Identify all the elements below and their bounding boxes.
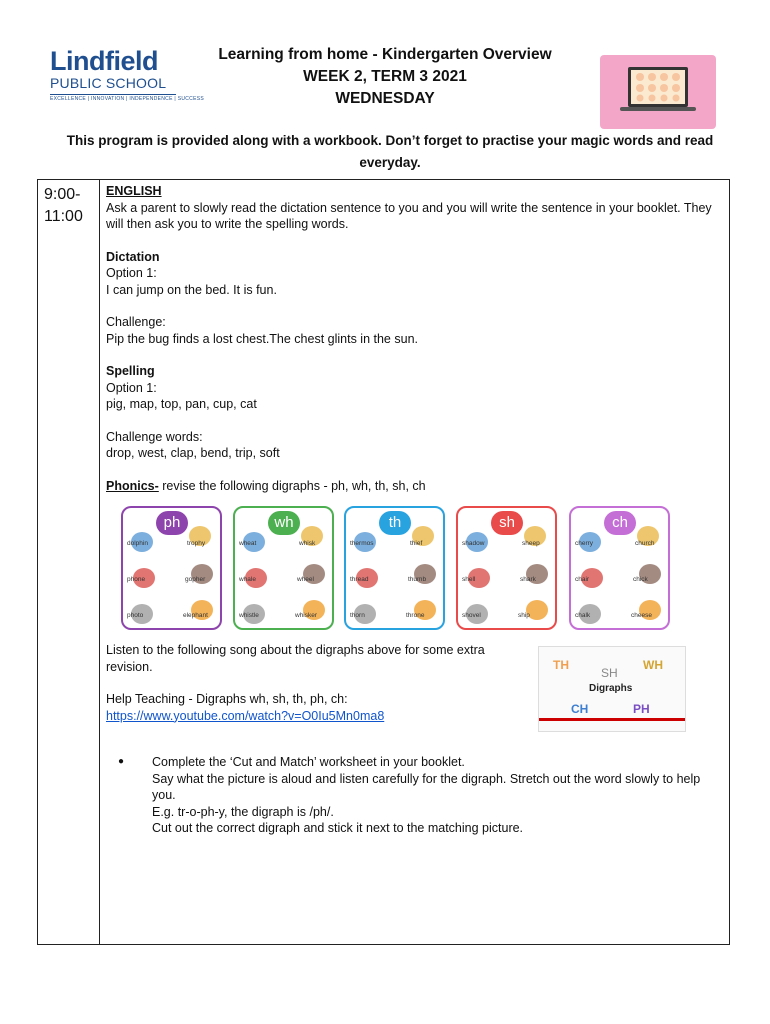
- task-line-2: Say what the picture is aloud and listen carefully for the digraph. Stretch out the word slowly to help you.: [152, 771, 701, 802]
- challenge-label: Challenge:: [106, 315, 166, 329]
- digraph-word: shell: [462, 576, 476, 583]
- digraph-word: shark: [520, 576, 536, 583]
- logo-line1: Lindfield: [50, 46, 158, 76]
- digraph-word: wheel: [297, 576, 314, 583]
- laptop-illustration: [600, 55, 716, 129]
- title-line3: WEDNESDAY: [335, 90, 435, 107]
- digraph-word: chick: [633, 576, 648, 583]
- digraph-word: throne: [406, 612, 425, 619]
- task-list: [106, 754, 718, 837]
- digraph-word: dolphin: [127, 540, 148, 547]
- digraph-label: ch: [604, 511, 636, 535]
- video-progress-bar: [539, 718, 685, 721]
- digraph-label: ph: [156, 511, 188, 535]
- video-thumbnail[interactable]: [538, 646, 686, 732]
- challenge-words: drop, west, clap, bend, trip, soft: [106, 446, 280, 460]
- digraph-word: shovel: [462, 612, 481, 619]
- thumb-th: TH: [553, 658, 569, 672]
- youtube-link[interactable]: https://www.youtube.com/watch?v=O0Iu5Mn0ma8: [106, 708, 385, 723]
- digraph-word: cherry: [575, 540, 594, 547]
- challenge-sentence: Pip the bug finds a lost chest.The chest glints in the sun.: [106, 331, 418, 346]
- digraph-word: whale: [239, 576, 256, 583]
- thumb-sh: SH: [601, 666, 618, 680]
- digraph-word: whisk: [299, 540, 316, 547]
- digraph-word: thermos: [350, 540, 374, 547]
- dictation-sentence: I can jump on the bed. It is fun.: [106, 282, 277, 297]
- digraph-card-4: [569, 506, 670, 630]
- digraph-label: th: [379, 511, 411, 535]
- digraph-label: sh: [491, 511, 523, 535]
- english-heading: ENGLISH: [106, 184, 162, 198]
- digraph-card-2: [344, 506, 445, 630]
- thumb-ph: PH: [633, 702, 650, 716]
- dictation-instruction: Ask a parent to slowly read the dictation sentence to you and you will write the sentence in your booklet. They will then ask you to write the spelling words.: [106, 200, 712, 231]
- time-end: 11:00: [44, 208, 83, 225]
- phonics-line: [106, 478, 718, 495]
- phonics-label: Phonics-: [106, 478, 159, 493]
- digraph-word: thorn: [350, 612, 365, 619]
- task-line-3: E.g. tr-o-ph-y, the digraph is /ph/.: [152, 804, 334, 819]
- phonics-text: revise the following digraphs - ph, wh, th, sh, ch: [158, 478, 426, 493]
- digraph-word: phone: [127, 576, 146, 583]
- digraph-word: gopher: [185, 576, 206, 583]
- time-cell: [44, 184, 96, 228]
- digraph-word: whistle: [239, 612, 259, 619]
- digraph-label: wh: [268, 511, 300, 535]
- song-text: Listen to the following song about the digraphs above for some extra revision.: [106, 643, 485, 674]
- spelling-option: Option 1:: [106, 380, 157, 395]
- digraph-word: whisker: [295, 612, 318, 619]
- title-line2: WEEK 2, TERM 3 2021: [303, 68, 467, 85]
- help-label: Help Teaching - Digraphs wh, sh, th, ph, ch:: [106, 692, 348, 706]
- english-content: [106, 183, 718, 837]
- digraph-word: elephant: [183, 612, 208, 619]
- digraph-word: trophy: [187, 540, 206, 547]
- digraph-cards: [121, 506, 718, 632]
- dictation-heading: Dictation: [106, 249, 160, 264]
- digraph-word: wheat: [239, 540, 257, 547]
- song-section: [106, 642, 718, 740]
- digraph-word: thread: [350, 576, 369, 583]
- spelling-words: pig, map, top, pan, cup, cat: [106, 397, 257, 411]
- thumb-ch: CH: [571, 702, 589, 716]
- schedule-table: [37, 179, 730, 945]
- thumb-wh: WH: [643, 658, 663, 672]
- task-line-1: ● Complete the ‘Cut and Match’ worksheet in your booklet.: [152, 755, 465, 769]
- digraph-word: shadow: [462, 540, 485, 547]
- digraph-card-3: [456, 506, 557, 630]
- spelling-heading: Spelling: [106, 364, 155, 378]
- digraph-word: chair: [575, 576, 590, 583]
- title-line1: Learning from home - Kindergarten Overview: [218, 46, 552, 63]
- digraph-word: thief: [410, 540, 423, 547]
- page-title: [175, 44, 595, 110]
- school-logo: [50, 46, 204, 104]
- digraph-word: sheep: [522, 540, 540, 547]
- video-call-laptop-image: [600, 55, 716, 129]
- intro-text: This program is provided along with a workbook. Don’t forget to practise your magic words and read everyday.: [66, 133, 714, 170]
- digraph-card-0: [121, 506, 222, 630]
- task-item: [106, 754, 718, 837]
- digraph-word: cheese: [631, 612, 652, 619]
- digraph-word: thumb: [408, 576, 427, 583]
- logo-line2: PUBLIC SCHOOL: [50, 75, 167, 91]
- dictation-option: Option 1:: [106, 266, 157, 280]
- digraph-word: ship: [518, 612, 530, 619]
- column-divider: [99, 180, 100, 944]
- logo-tagline: EXCELLENCE | INNOVATION | INDEPENDENCE | SUCCESS: [50, 96, 204, 102]
- digraph-word: chalk: [575, 612, 591, 619]
- task-line-4: Cut out the correct digraph and stick it next to the matching picture.: [152, 821, 524, 835]
- time-start: 9:00-: [44, 186, 81, 203]
- digraph-word: photo: [127, 612, 144, 619]
- challenge-words-label: Challenge words:: [106, 429, 203, 444]
- thumb-title: Digraphs: [589, 683, 633, 694]
- digraph-card-1: [233, 506, 334, 630]
- digraph-word: church: [635, 540, 655, 547]
